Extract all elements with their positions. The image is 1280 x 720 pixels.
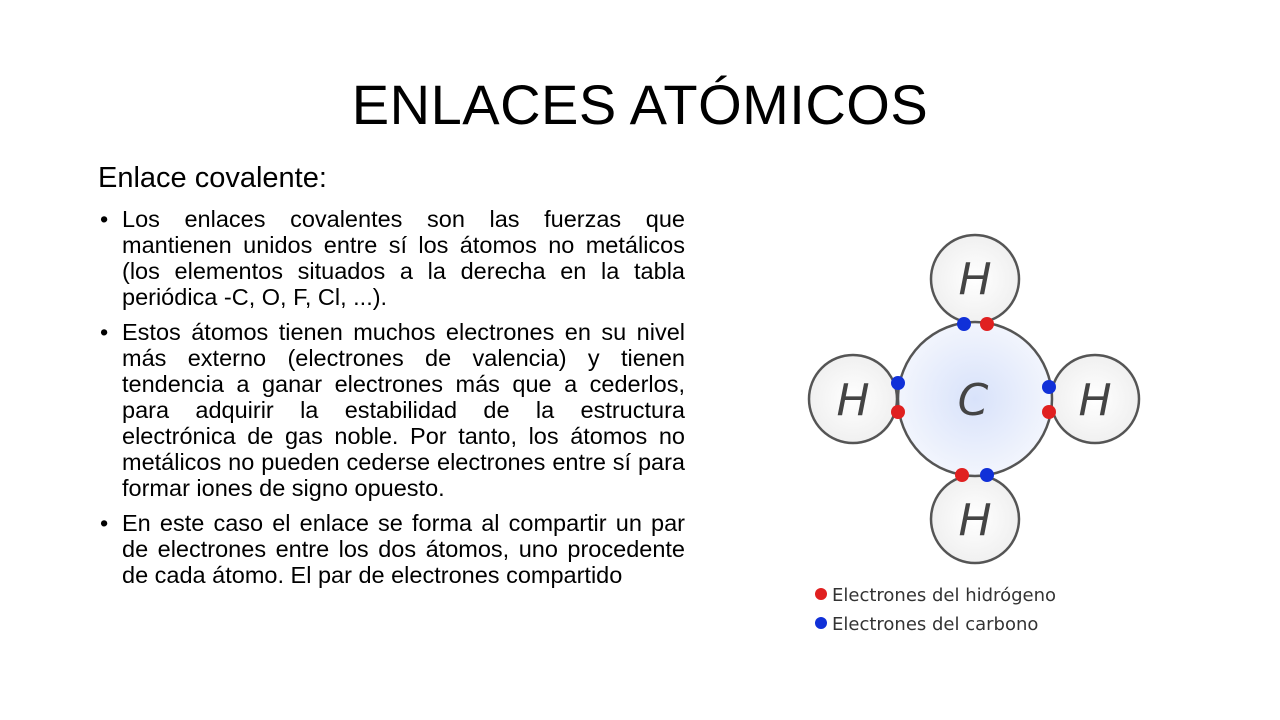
bullet-icon: • [100, 510, 109, 536]
bullet-item [100, 510, 685, 588]
legend-hydrogen-label: Electrones del hidrógeno [832, 585, 1056, 606]
bullet-item [100, 319, 685, 501]
atom-label-bottom: H [958, 495, 992, 546]
legend-carbon-label: Electrones del carbono [832, 614, 1039, 635]
atom-label-right: H [1078, 375, 1112, 426]
legend-hydrogen-dot [815, 588, 827, 600]
carbon-electron [1042, 380, 1056, 394]
hydrogen-electron [955, 468, 969, 482]
hydrogen-electron [980, 317, 994, 331]
legend-carbon-dot [815, 617, 827, 629]
bullet-list [100, 206, 685, 597]
bullet-text: En este caso el enlace se forma al compartir un par de electrones entre los dos átomos, uno procedente de cada átomo. El par de electrones compartido [122, 510, 685, 588]
slide-title: ENLACES ATÓMICOS [351, 73, 929, 136]
bullet-item [100, 206, 685, 310]
carbon-electron [957, 317, 971, 331]
hydrogen-electron [891, 405, 905, 419]
bullet-icon: • [100, 319, 109, 345]
hydrogen-electron [1042, 405, 1056, 419]
atom-label-top: H [958, 254, 992, 305]
slide-subtitle: Enlace covalente: [98, 162, 327, 194]
bullet-text: Los enlaces covalentes son las fuerzas que mantienen unidos entre sí los átomos no metálicos (los elementos situados a la derecha en la tabla periódica -C, O, F, Cl, ...). [122, 206, 685, 310]
methane-covalent-diagram [790, 222, 1150, 642]
bullet-text: Estos átomos tienen muchos electrones en su nivel más externo (electrones de valencia) y tienen tendencia a ganar electrones más que a cederlos, para adquirir la estabilidad de la estructura electrónica de gas noble. Por tanto, los átomos no metálicos no pueden cederse electrones entre sí para formar iones de signo opuesto. [122, 319, 685, 501]
bullet-icon: • [100, 206, 109, 232]
carbon-electron [980, 468, 994, 482]
carbon-electron [891, 376, 905, 390]
atom-label-center: C [957, 375, 989, 426]
atom-label-left: H [836, 375, 870, 426]
